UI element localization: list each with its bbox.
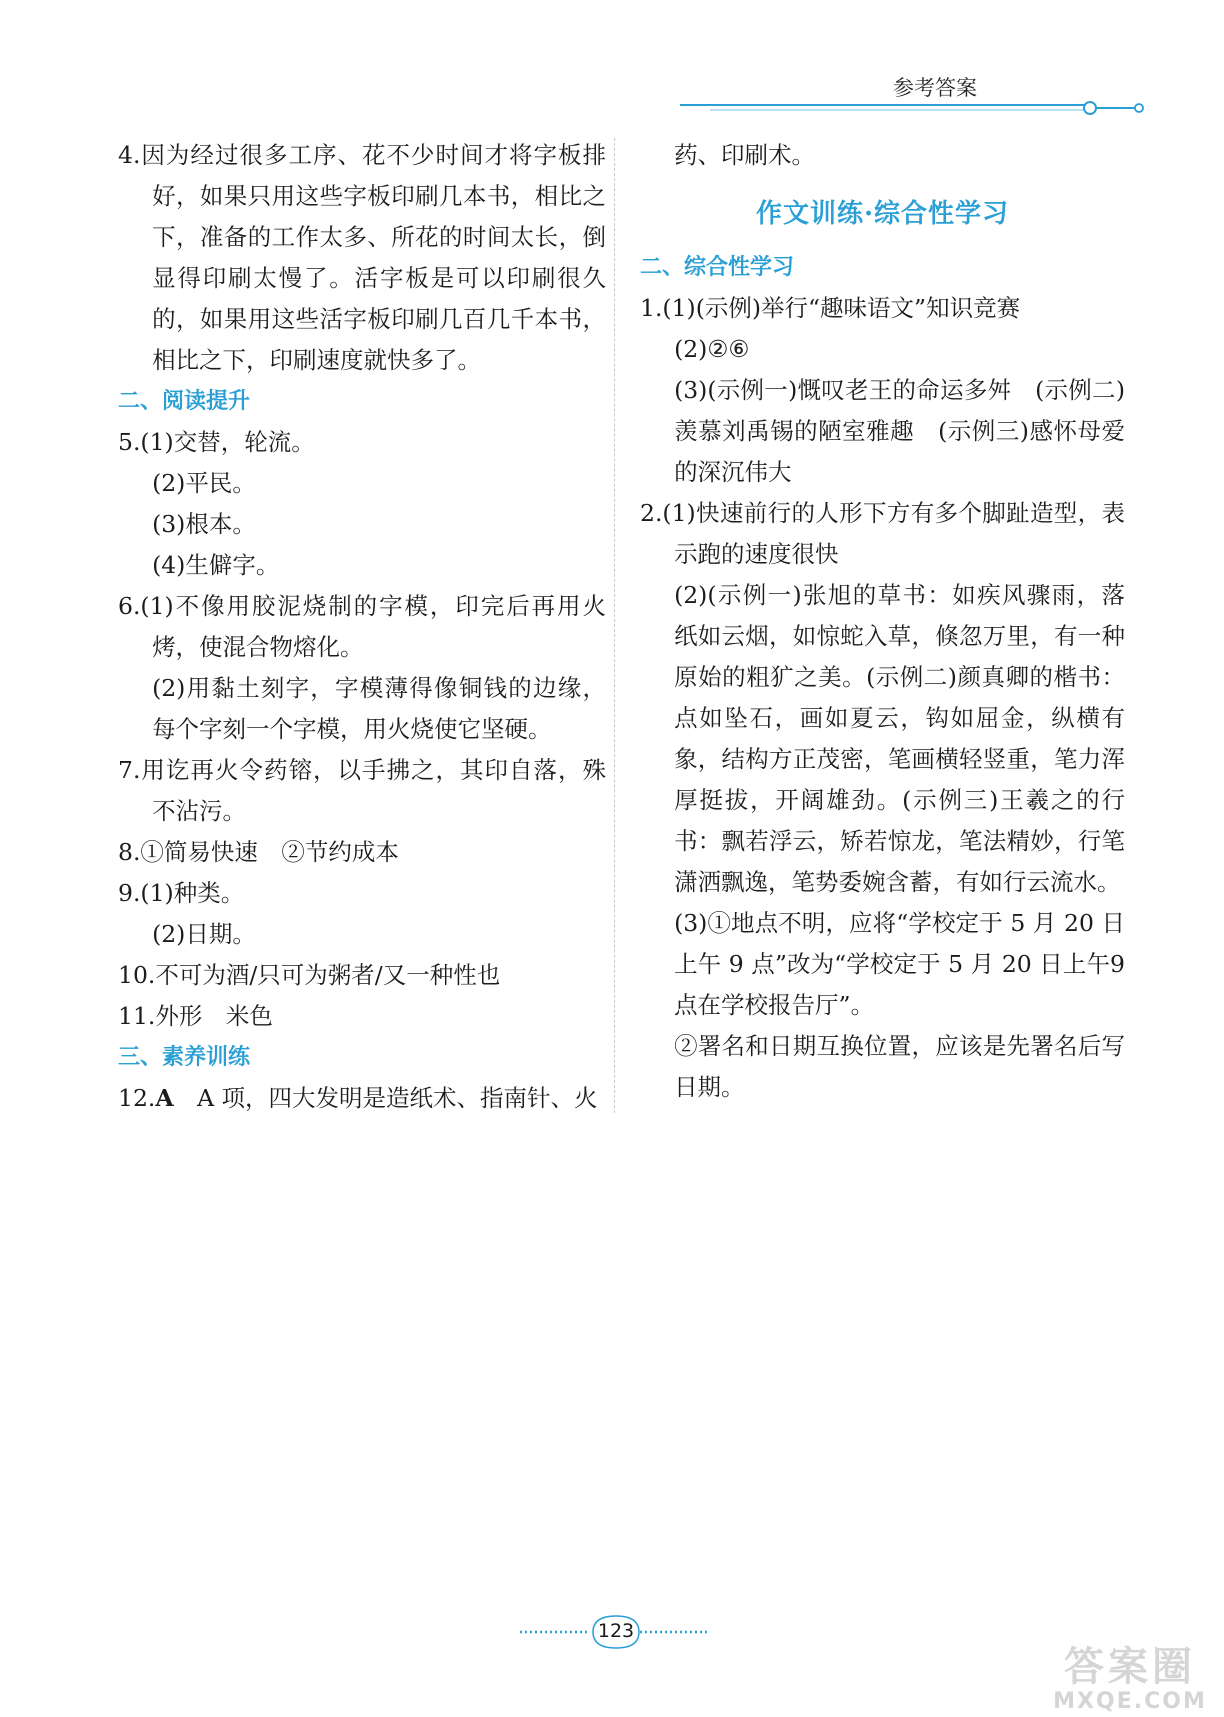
answer-12-number: 12.	[118, 1084, 156, 1112]
answer-10: 10.不可为酒/只可为粥者/又一种性也	[118, 961, 501, 989]
answer-r1-2: (2)②⑥	[674, 335, 750, 363]
header-decoration-line	[680, 100, 1150, 122]
section-reading: 二、阅读提升	[118, 389, 251, 414]
watermark-text-cn: 答案圈	[1064, 1644, 1196, 1690]
section-integrated-learning: 二、综合性学习	[640, 255, 795, 280]
right-column	[640, 135, 1125, 1108]
answer-6-2: (2)用黏土刻字，字模薄得像铜钱的边缘，每个字刻一个字模，用火烧使它坚硬。	[152, 674, 606, 743]
section-title-writing: 作文训练·综合性学习	[755, 199, 1010, 229]
page-number-footer	[520, 1612, 710, 1652]
answer-9-1: 9.(1)种类。	[118, 879, 245, 907]
answer-5-1: 5.(1)交替，轮流。	[118, 428, 315, 456]
answer-5-4: (4)生僻字。	[152, 551, 280, 579]
section-literacy: 三、素养训练	[118, 1045, 251, 1070]
answer-r1-3: (3)(示例一)慨叹老王的命运多舛 (示例二)羡慕刘禹锡的陋室雅趣 (示例三)感怀母爱的深沉伟大	[674, 376, 1125, 486]
answer-8: 8.①简易快速 ②节约成本	[118, 838, 399, 866]
answer-r1-1: 1.(1)(示例)举行“趣味语文”知识竞赛	[640, 294, 1021, 322]
answer-12-text: A 项，四大发明是造纸术、指南针、火	[197, 1084, 598, 1112]
answer-7: 7.用讫再火令药镕，以手拂之，其印自落，殊不沾污。	[118, 756, 606, 825]
answer-12-continued: 药、印刷术。	[674, 141, 816, 169]
answer-4	[118, 135, 606, 381]
answer-5-3: (3)根本。	[152, 510, 256, 538]
answer-r2-3a: (3)①地点不明，应将“学校定于 5 月 20 日上午 9 点”改为“学校定于 5 月 20 日上午9 点在学校报告厅”。	[674, 909, 1125, 1019]
answer-9-2: (2)日期。	[152, 920, 256, 948]
watermark-text-en: MXQE.COM	[1053, 1689, 1207, 1714]
watermark-logo	[1040, 1645, 1220, 1714]
answer-11: 11.外形 米色	[118, 1002, 273, 1030]
answer-r2-1: 2.(1)快速前行的人形下方有多个脚趾造型，表示跑的速度很快	[640, 499, 1125, 568]
answer-4-number: 4.	[118, 141, 141, 169]
answer-12-choice: A	[155, 1084, 174, 1112]
answer-r2-3b: ②署名和日期互换位置，应该是先署名后写日期。	[674, 1032, 1125, 1101]
answer-r2-2: (2)(示例一)张旭的草书：如疾风骤雨，落纸如云烟，如惊蛇入草，倏忽万里，有一种原始的粗犷之美。(示例二)颜真卿的楷书：点如坠石，画如夏云，钩如屈金，纵横有象，结构方正茂密，笔画横轻竖重，笔力浑厚挺拔，开阔雄劲。(示例三)王羲之的行书：飘若浮云，矫若惊龙，笔法精妙，行笔潇洒飘逸，笔势委婉含蓄，有如行云流水。	[674, 581, 1125, 896]
left-column	[118, 135, 606, 1119]
page-number: 123	[597, 1620, 635, 1642]
answer-5-2: (2)平民。	[152, 469, 256, 497]
page-header-title: 参考答案	[893, 76, 977, 100]
column-divider	[614, 138, 615, 1113]
answer-12	[118, 1078, 606, 1119]
answer-4-text: 因为经过很多工序、花不少时间才将字板排好，如果只用这些字板印刷几本书，相比之下，准备的工作太多、所花的时间太长，倒显得印刷太慢了。活字板是可以印刷很久的，如果用这些活字板印刷几百几千本书，相比之下，印刷速度就快多了。	[140, 141, 606, 374]
answer-6-1: 6.(1)不像用胶泥烧制的字模，印完后再用火烤，使混合物熔化。	[118, 592, 606, 661]
